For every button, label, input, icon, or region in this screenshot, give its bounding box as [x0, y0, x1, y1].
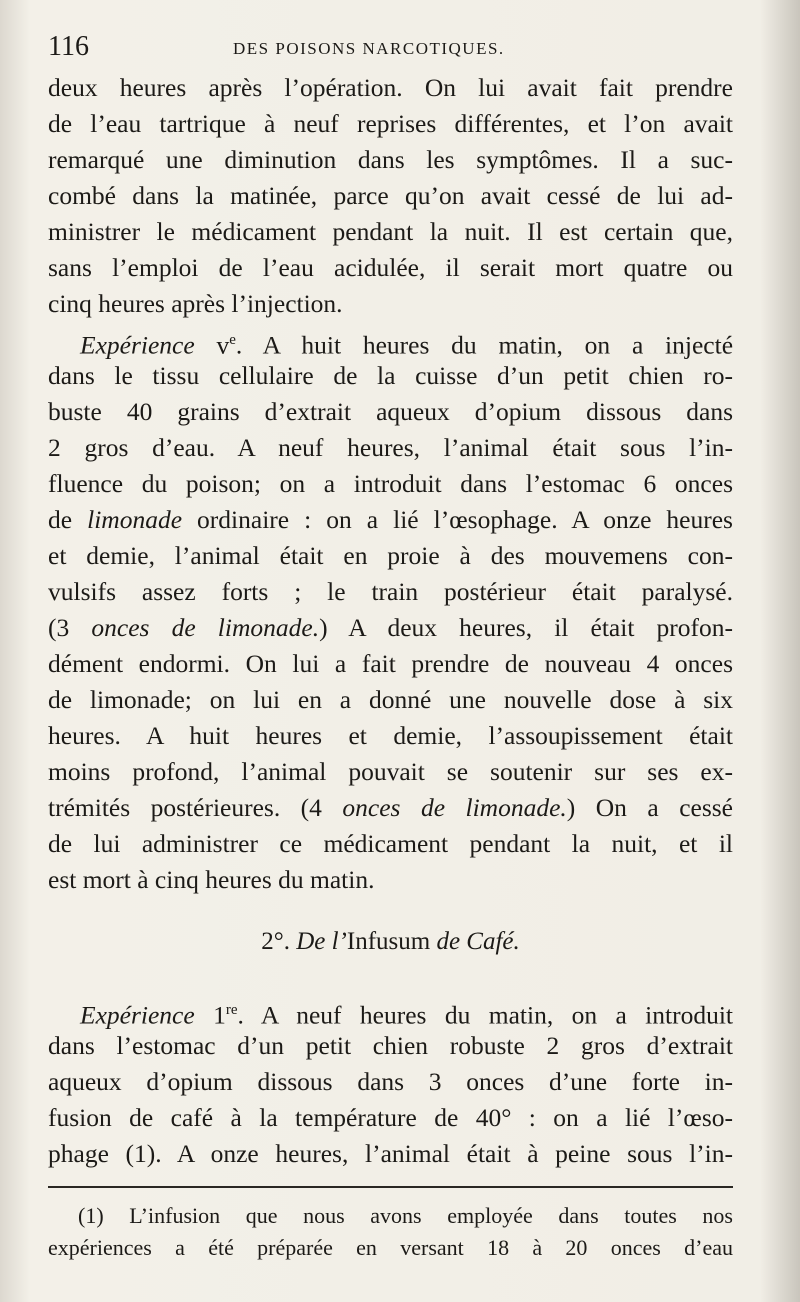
text-line: remarqué une diminution dans les symptômes. Il a suc- [48, 145, 733, 174]
text-segment: trémités postérieures. (4 [48, 793, 343, 822]
text-line: fluence du poison; on a introduit dans l’estomac 6 onces [48, 469, 733, 498]
section-heading [48, 924, 733, 960]
experience-numeral: 1 [213, 1000, 226, 1030]
text-line: deux heures après l’opération. On lui avait fait prendre [48, 73, 733, 102]
text-line-limonade [48, 502, 733, 538]
footnote [48, 1200, 733, 1264]
italic-onces-de-limonade: onces de limonade. [91, 613, 320, 642]
experience-numeral: v [216, 330, 230, 360]
section-number: 2°. [261, 928, 290, 955]
footnote-line: expériences a été préparée en versant 18 à 20 onces d’eau [48, 1235, 733, 1260]
text-line: phage (1). A onze heures, l’animal était à peine sous l’in- [48, 1139, 733, 1168]
main-text-continued [48, 992, 733, 1172]
footnote-rule [48, 1186, 733, 1188]
text-line-parenthetical [48, 610, 733, 646]
text-line-extremites [48, 790, 733, 826]
text-line: moins profond, l’animal pouvait se soutenir sur ses ex- [48, 757, 733, 786]
footnote-line: (1) L’infusion que nous avons employée dans toutes nos [78, 1203, 733, 1228]
experience-first-line-text: . A neuf heures du matin, on a introduit [237, 1000, 734, 1030]
text-segment: ) On a cessé [566, 793, 733, 822]
main-text [48, 70, 733, 898]
text-line: de lui administrer ce médicament pendant la nuit, et il [48, 829, 733, 858]
text-line: ministrer le médicament pendant la nuit. Il est certain que, [48, 217, 733, 246]
italic-onces-de-limonade: onces de limonade. [342, 793, 567, 822]
text-line: buste 40 grains d’extrait aqueux d’opium dissous dans [48, 397, 733, 426]
text-segment: ordinaire : on a lié l’œsophage. A onze heures [182, 505, 733, 534]
experience-5-first-line [48, 322, 733, 358]
text-line: dans l’estomac d’un petit chien robuste 2 gros d’extrait [48, 1031, 733, 1060]
page-number: 116 [48, 31, 89, 62]
experience-1-first-line [48, 992, 733, 1028]
text-line: est mort à cinq heures du matin. [48, 865, 375, 894]
text-line: sans l’emploi de l’eau acidulée, il serait mort quatre ou [48, 253, 733, 282]
page-header [48, 30, 738, 64]
text-line: heures. A huit heures et demie, l’assoupissement était [48, 721, 733, 750]
text-segment: ) A deux heures, il était profon- [319, 613, 734, 642]
experience-first-line-text: . A huit heures du matin, on a injecté [235, 330, 734, 360]
experience-label: Expérience [80, 1000, 195, 1030]
text-line: de limonade; on lui en a donné une nouvelle dose à six [48, 685, 733, 714]
text-line: dans le tissu cellulaire de la cuisse d’un petit chien ro- [48, 361, 733, 390]
section-suffix: de Café. [436, 928, 520, 955]
text-line: de l’eau tartrique à neuf reprises différentes, et l’on avait [48, 109, 733, 138]
text-line: et demie, l’animal était en proie à des mouvemens con- [48, 541, 733, 570]
italic-limonade: limonade [87, 505, 183, 534]
section-prefix: De l’ [296, 928, 347, 955]
text-line: aqueux d’opium dissous dans 3 onces d’une forte in- [48, 1067, 733, 1096]
text-segment: de [48, 505, 88, 534]
section-middle: Infusum [346, 928, 431, 955]
text-line: vulsifs assez forts ; le train postérieur était paralysé. [48, 577, 733, 606]
text-line: 2 gros d’eau. A neuf heures, l’animal était sous l’in- [48, 433, 733, 462]
text-line: cinq heures après l’injection. [48, 289, 343, 318]
text-line: dément endormi. On lui a fait prendre de nouveau 4 onces [48, 649, 733, 678]
experience-label: Expérience [80, 330, 195, 360]
text-line: fusion de café à la température de 40° : on a lié l’œso- [48, 1103, 733, 1132]
text-line: combé dans la matinée, parce qu’on avait cessé de lui ad- [48, 181, 733, 210]
experience-superscript: re [225, 1002, 238, 1018]
experience-superscript: e [229, 332, 236, 348]
running-title: DES POISONS NARCOTIQUES. [233, 39, 505, 58]
text-segment: (3 [48, 613, 92, 642]
